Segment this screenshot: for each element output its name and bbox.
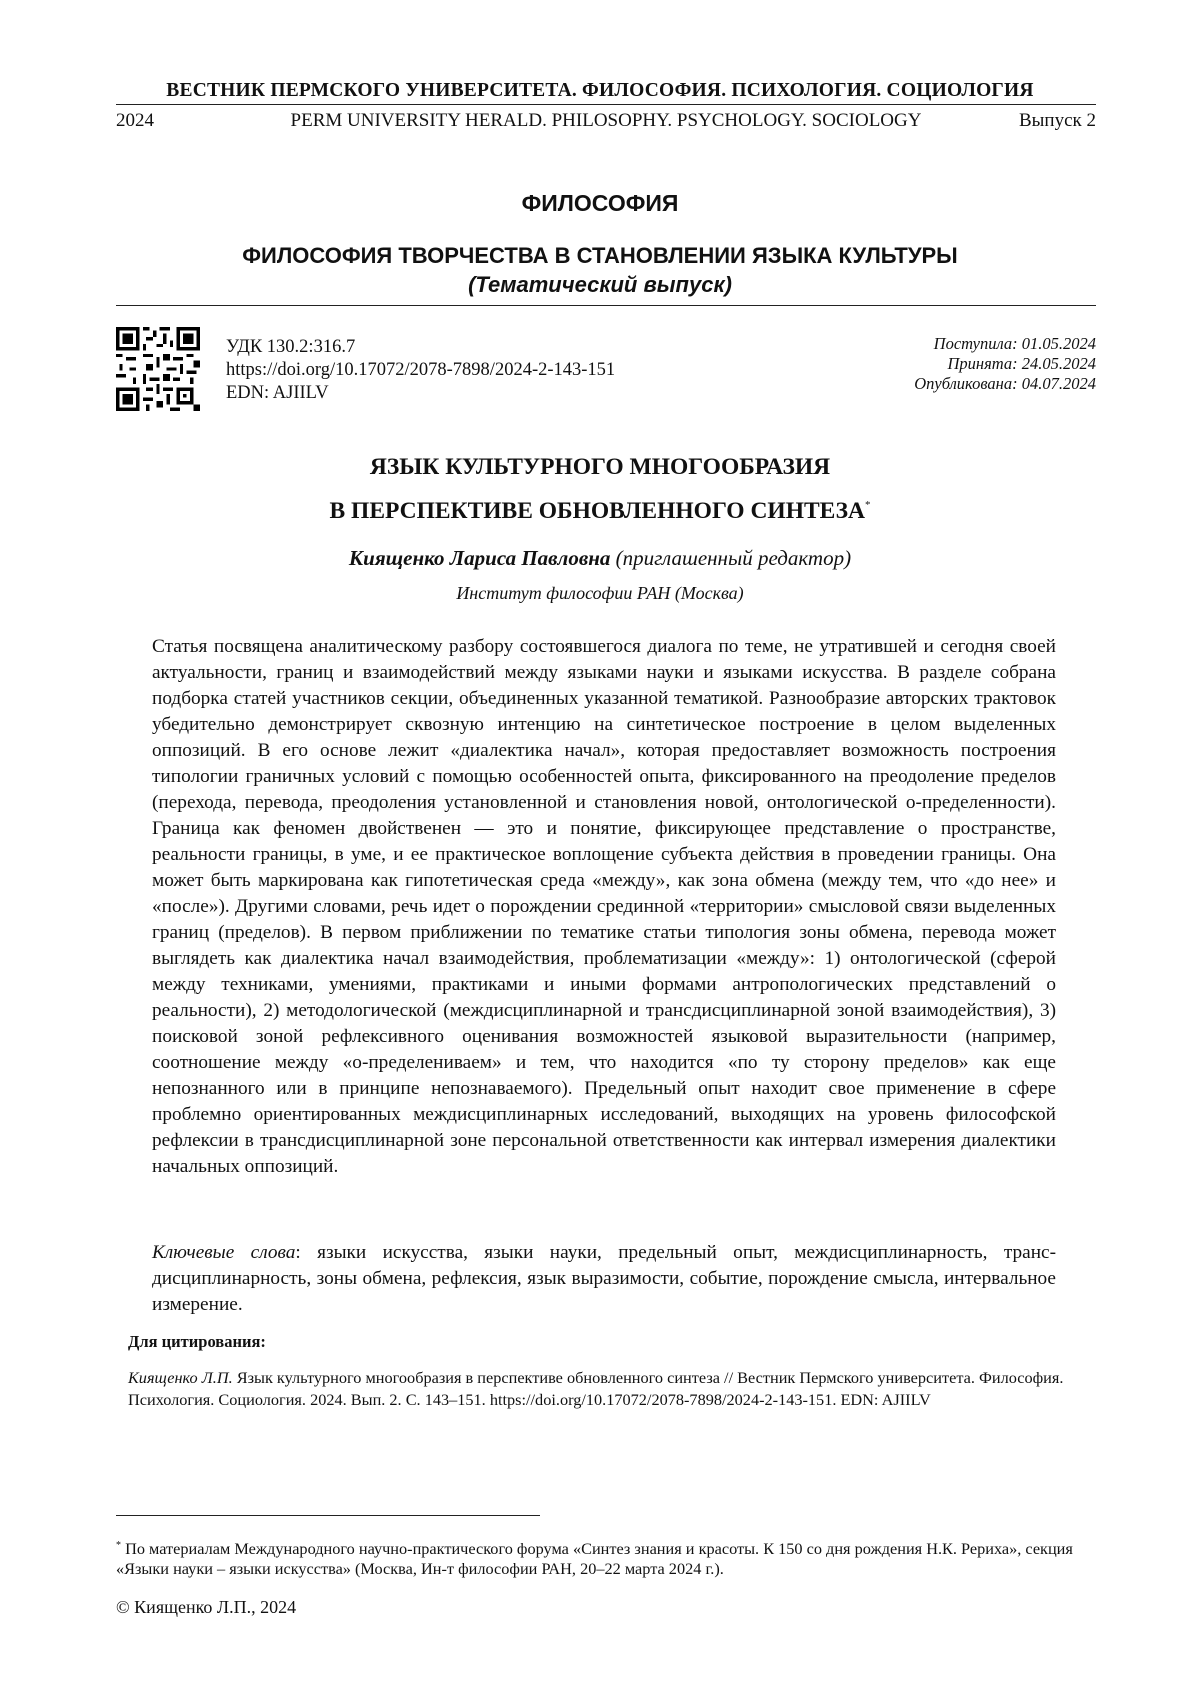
section-rule xyxy=(116,305,1096,306)
citation-text: Язык культурного многообразия в перспективе обновленного синтеза // Вестник Пермского университета. Философия. Психология. Социология. 2024. Вып. 2. С. 143–151. https://doi.org/10.17072/2078-7898/2024-2-143-151. EDN: AJIILV xyxy=(128,1368,1063,1409)
article-title xyxy=(0,448,1200,530)
doi-link[interactable]: https://doi.org/10.17072/2078-7898/2024-2-143-151 xyxy=(226,359,615,382)
article-identifiers xyxy=(226,336,615,405)
edn-code: EDN: AJIILV xyxy=(226,382,615,405)
section-subtitle-note: (Тематический выпуск) xyxy=(0,272,1200,298)
journal-year: 2024 xyxy=(116,110,154,132)
author-name: Киященко Лариса Павловна xyxy=(349,546,610,570)
date-received: Поступила: 01.05.2024 xyxy=(914,334,1096,354)
author-line xyxy=(0,546,1200,571)
citation-author: Киященко Л.П. xyxy=(128,1368,233,1387)
date-published: Опубликована: 04.07.2024 xyxy=(914,374,1096,394)
title-footnote-mark: * xyxy=(865,499,871,511)
section-title: ФИЛОСОФИЯ xyxy=(0,190,1200,217)
journal-title-en: PERM UNIVERSITY HERALD. PHILOSOPHY. PSYCHOLOGY. SOCIOLOGY xyxy=(116,110,1096,132)
citation-heading: Для цитирования: xyxy=(128,1332,266,1352)
journal-issue: Выпуск 2 xyxy=(1019,110,1096,132)
citation xyxy=(128,1367,1098,1411)
qr-code xyxy=(116,327,200,411)
section-subtitle: ФИЛОСОФИЯ ТВОРЧЕСТВА В СТАНОВЛЕНИИ ЯЗЫКА КУЛЬТУРЫ xyxy=(0,243,1200,269)
footnote-rule xyxy=(116,1515,540,1516)
footnote-text: По материалам Международного научно-практического форума «Синтез знания и красоты. К 150 со дня рождения Н.К. Рериха», секция «Языки науки – языки искусства» (Москва, Ин-т философии РАН, 20–22 марта 2024 г.). xyxy=(116,1539,1073,1578)
author-role: (приглашенный редактор) xyxy=(610,546,851,570)
header-rule xyxy=(116,104,1096,105)
footnote-mark: * xyxy=(116,1540,121,1551)
article-title-line1: ЯЗЫК КУЛЬТУРНОГО МНОГООБРАЗИЯ xyxy=(0,448,1200,486)
keywords-label: Ключевые слова xyxy=(152,1242,295,1263)
keywords xyxy=(152,1240,1056,1318)
date-accepted: Принята: 24.05.2024 xyxy=(914,354,1096,374)
copyright: © Киященко Л.П., 2024 xyxy=(116,1597,296,1618)
article-title-line2: В ПЕРСПЕКТИВЕ ОБНОВЛЕННОГО СИНТЕЗА xyxy=(329,498,865,524)
footnote xyxy=(116,1536,1086,1579)
udc-code: УДК 130.2:316.7 xyxy=(226,336,615,359)
abstract xyxy=(152,634,1056,1180)
journal-subheader xyxy=(116,110,1096,134)
author-institution: Институт философии РАН (Москва) xyxy=(0,583,1200,604)
article-dates xyxy=(914,334,1096,394)
keywords-text: : языки искусства, языки науки, предельный опыт, междисциплинарность, транс­дисциплинарность, зоны обмена, рефлексия, язык выразимости, событие, порождение смысла, ин­тервальное измерение. xyxy=(152,1242,1056,1315)
journal-title-ru: ВЕСТНИК ПЕРМСКОГО УНИВЕРСИТЕТА. ФИЛОСОФИЯ. ПСИХОЛОГИЯ. СОЦИОЛОГИЯ xyxy=(0,80,1200,102)
abstract-text: Статья посвящена аналитическому разбору состоявшегося диалога по теме, не утратившей и сегодня своей актуальности, границ и взаимодействий между языками науки и языками искусства. В разделе собрана подборка статей участников секции, объединенных указанной тематикой. Разнообразие авторских трактовок убедительно демонстрирует сквозную интенцию на синтетическое построение в целом выделенных оппозиций. В его основе лежит «диалектика начал», которая предоставляет возможность построения типологии граничных условий с помощью особенностей опыта, фиксированного на преодоление пределов (перехода, перевода, преодоления установленной и становления новой, онтологической о-пределенности). Граница как феномен двойственен — это и понятие, фиксирующее представление о пространстве, реальности границы, в уме, и ее практическое воплощение субъекта действия в проведении границы. Она может быть маркирована как гипотетическая среда «между», как зона обмена (между тем, что «до нее» и «после»). Другими словами, речь идет о порождении срединной «территории» смысловой связи выделенных границ (пределов). В первом приближении по тематике статьи типология зоны обмена, перевода может выглядеть как диалектика начал взаимодействия, проблематизации «между»: 1) онтологической (сферой между техниками, умениями, практиками и иными формами антропологических представлений о реальности), 2) методологической (междисциплинарной и трансдисциплинарной зоной взаимодействия), 3) поисковой зоной рефлексивного оценивания возможностей языковой выразительности (например, соотношение между «о-пределениваем» и тем, что находится «по ту сторону пределов» как еще непознанного или в принципе непознаваемого). Предельный опыт находит свое применение в сфере проблемно ориентированных междисциплинарных исследований, выходящих на уровень философской рефлексии в трансдисциплинарной зоне персональной ответственности как интервал измерения диалектики начальных оппозиций. xyxy=(152,634,1056,1180)
